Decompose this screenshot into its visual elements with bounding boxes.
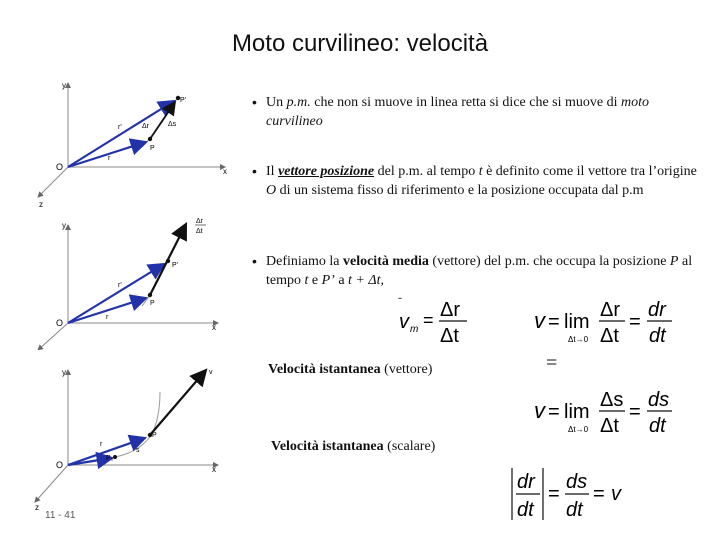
y-axis-label: y <box>62 81 66 90</box>
equals-sign-2: = <box>629 311 641 333</box>
denominator-dt: dt <box>649 325 666 347</box>
label-delta-r-num: Δr <box>196 218 204 225</box>
bullet-dot: • <box>252 163 257 179</box>
label-delta-r: Δr <box>142 123 150 130</box>
v-symbol: v <box>611 483 621 505</box>
numerator-delta-r: Δr <box>440 299 461 321</box>
position-vector-r <box>68 142 146 167</box>
equation-instantaneous-velocity-vector <box>532 292 682 350</box>
diagram-instantaneous-velocity <box>30 362 245 512</box>
point-p-prime <box>166 259 170 263</box>
bullet-vettore-posizione <box>252 162 707 222</box>
label-p: P <box>152 432 157 439</box>
y-axis-label: y <box>62 221 66 230</box>
z-axis <box>38 323 68 350</box>
label-bold: Velocità istantanea <box>271 439 384 454</box>
numerator-dr: dr <box>517 471 535 493</box>
lim-subscript: Δt→0 <box>568 425 589 434</box>
text-run-italic: O <box>266 183 277 198</box>
denominator-dt: dt <box>517 499 534 521</box>
velocity-vector-v <box>150 370 206 435</box>
text-run-italic: P’ <box>321 273 335 288</box>
origin-label: O <box>56 460 64 470</box>
diagram-average-velocity <box>30 210 245 350</box>
equation-average-velocity <box>395 292 485 350</box>
equals-sign-2: = <box>593 483 605 505</box>
text-run: del p.m. al tempo <box>374 164 479 179</box>
numerator-ds: ds <box>648 389 670 411</box>
bullet-text <box>266 162 707 200</box>
label-rest: (scalare) <box>383 439 436 454</box>
point-p <box>148 293 152 297</box>
text-run: (vettore) del p.m. che occupa la posizione <box>428 254 670 269</box>
denominator-delta-t: Δt <box>600 415 619 437</box>
point-p0 <box>113 455 117 459</box>
numerator-ds: ds <box>566 471 588 493</box>
bullet-text <box>266 93 707 131</box>
label-r: r <box>108 155 111 162</box>
lim-subscript: Δt→0 <box>568 335 589 344</box>
label-p-prime: P' <box>172 262 179 269</box>
page-number: 11 - 41 <box>45 510 76 521</box>
equals-sign: = <box>548 483 560 505</box>
denominator-delta-t: Δt <box>440 325 459 347</box>
equals-sign-2: = <box>629 401 641 423</box>
text-run-italic: p.m. <box>286 95 311 110</box>
label-r: r <box>100 441 103 448</box>
text-run: di un sistema fisso di riferimento e la posizione occupata dal p.m <box>276 183 644 198</box>
bullet-velocita-media <box>252 252 707 292</box>
numerator-delta-r: Δr <box>600 299 621 321</box>
label-p: P <box>150 300 155 307</box>
label-instantaneous-velocity-scalar <box>271 439 435 455</box>
text-run: che non si muove in linea retta si dice che si muove di <box>310 95 621 110</box>
equation-instantaneous-speed <box>532 382 682 440</box>
text-run-bold: velocità media <box>342 254 429 269</box>
label-r-prime: r' <box>118 282 122 289</box>
lim-operator: lim <box>564 311 590 333</box>
text-run-bold: vettore posizione <box>278 164 375 179</box>
denominator-dt: dt <box>649 415 666 437</box>
vm-symbol: v <box>399 311 409 333</box>
vector-hat <box>398 297 402 298</box>
text-run: Il <box>266 164 279 179</box>
label-p0: P₀ <box>106 455 114 462</box>
label-s: s <box>136 447 140 454</box>
lim-operator: lim <box>564 401 590 423</box>
text-run: Un <box>266 95 287 110</box>
denominator-delta-t: Δt <box>600 325 619 347</box>
text-run-italic: t + Δt, <box>348 273 384 288</box>
equation-magnitude <box>508 462 648 524</box>
label-delta-t-den: Δt <box>196 228 203 235</box>
label-instantaneous-velocity-vector <box>268 362 432 378</box>
diagram-position-vectors <box>30 75 245 215</box>
label-p: P <box>150 145 155 152</box>
bullet-dot: • <box>252 94 257 110</box>
y-axis-label: y <box>62 368 66 377</box>
equals-sign: = <box>423 310 434 330</box>
z-axis <box>38 167 68 197</box>
v-symbol: v <box>534 308 545 333</box>
numerator-delta-s: Δs <box>600 389 624 411</box>
text-run: a <box>334 273 349 288</box>
z-axis-label: z <box>39 200 43 209</box>
text-run: è definito come il vettore tra l’origine <box>482 164 697 179</box>
equals-sign: = <box>548 311 560 333</box>
text-run-italic: moto curvilineo <box>266 95 649 129</box>
text-run-italic: t <box>478 164 483 179</box>
z-axis <box>35 465 68 502</box>
label-r: r <box>106 314 109 321</box>
equals-vertical: = <box>546 352 558 374</box>
denominator-dt-2: dt <box>566 499 583 521</box>
label-delta-s: Δs <box>168 121 177 128</box>
v-symbol: v <box>534 398 545 423</box>
bullet-text <box>266 252 707 290</box>
label-v: v <box>209 369 213 376</box>
position-vector-r-prime <box>68 101 174 167</box>
point-p <box>148 137 152 141</box>
origin-label: O <box>56 318 64 328</box>
slide-title: Moto curvilineo: velocità <box>231 30 489 57</box>
x-axis-label: x <box>212 465 216 474</box>
bullet-dot: • <box>252 253 257 269</box>
bullet-moto-curvilineo <box>252 93 707 133</box>
label-rest: (vettore) <box>380 362 433 377</box>
z-axis-label: z <box>35 503 39 512</box>
x-axis-label: x <box>212 323 216 332</box>
vm-subscript: m <box>410 324 419 335</box>
text-run: e <box>308 273 322 288</box>
label-p-prime: P' <box>180 97 187 104</box>
x-axis-label: x <box>223 167 227 176</box>
label-r-prime: r' <box>118 124 122 131</box>
text-run-italic: P <box>669 254 679 269</box>
numerator-dr: dr <box>648 299 666 321</box>
equals-sign: = <box>548 401 560 423</box>
text-run-italic: t <box>304 273 309 288</box>
text-run: Definiamo la <box>266 254 343 269</box>
origin-label: O <box>56 162 64 172</box>
label-bold: Velocità istantanea <box>268 362 381 377</box>
text-run: al tempo <box>266 254 693 288</box>
